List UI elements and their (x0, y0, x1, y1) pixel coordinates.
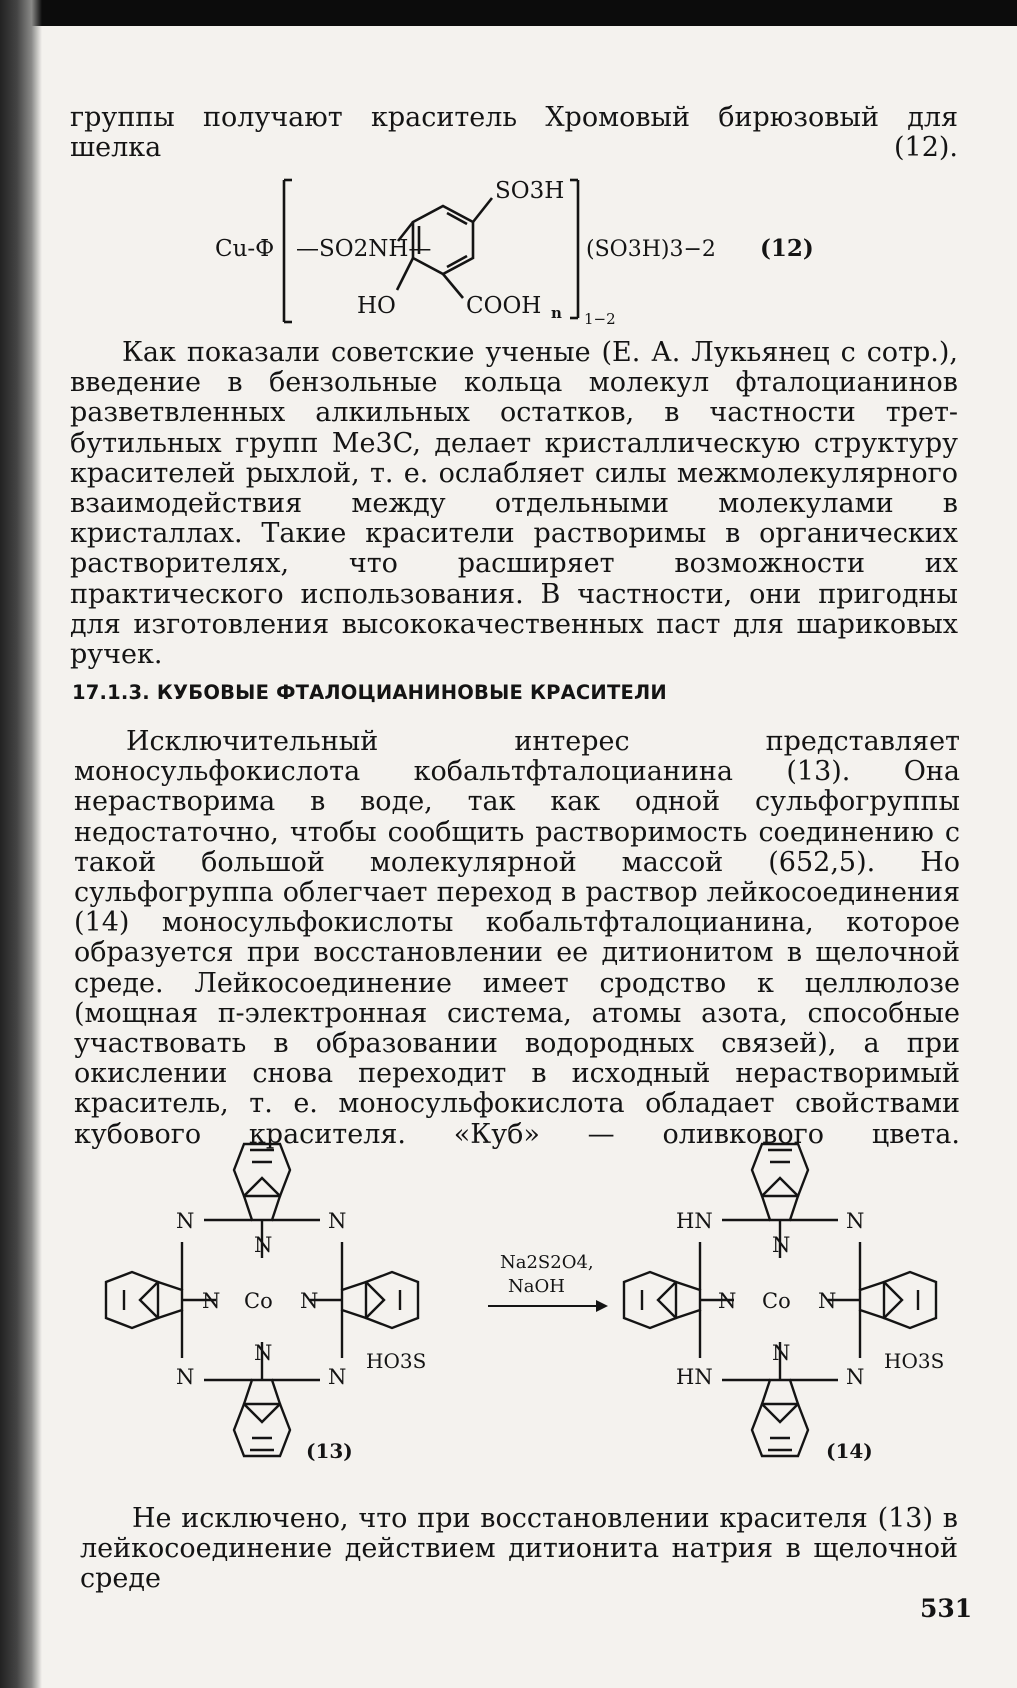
ho-label: HO (357, 293, 396, 319)
scan-top-edge (0, 0, 1017, 26)
n-atom-13-top-right: N (328, 1209, 347, 1233)
paragraph-final: Не исключено, что при восстановлении красителя (13) в лейкосоединение действием дитионита натрия в щелочной среде (80, 1503, 958, 1595)
formula-12 (0, 168, 1017, 328)
compound-label-13: (13) (306, 1439, 353, 1463)
compound-label-12: (12) (760, 235, 814, 262)
paragraph-cobalt: Исключительный интерес представляет моносульфокислота кобальтфталоцианина (13). Она нерастворима в воде, так как одной сульфогруппы недостаточно, чтобы сообщить растворимость соединению с такой большой молекулярной массой (652,5). Но сульфогруппа облегчает переход в раствор лейкосоединения (14) моносульфокислоты кобальтфталоцианина, которое образуется при восстановлении ее дитионитом в щелочной среде. Лейкосоединение имеет сродство к целлюлозе (мощная π-электронная система, атомы азота, способные участвовать в образовании водородных связей), а при окислении снова переходит в исходный нерастворимый краситель, т. е. моносульфокислота обладает свойствами кубового красителя. «Куб» — оливкового цвета. (74, 726, 960, 1150)
n-atom-13-bottom-left: N (176, 1365, 195, 1389)
co-atom-14: Co (762, 1289, 791, 1313)
reagent-naoh: NaOH (508, 1276, 565, 1297)
co-atom-13: Co (244, 1289, 273, 1313)
range-subscript: 1−2 (584, 310, 616, 328)
hso3-14: HO3S (884, 1349, 945, 1373)
reaction-scheme (0, 1128, 1017, 1488)
paragraph-lukyanets: Как показали советские ученые (Е. А. Лукьянец с сотр.), введение в бензольные кольца молекул фталоцианинов разветвленных алкильных остатков, в частности трет-бутильных групп Me3C, делает кристаллическую структуру красителей рыхлой, т. е. ослабляет силы межмолекулярного взаимодействия между отдельными молекулами в кристаллах. Такие красители растворимы в органических растворителях, что расширяет возможности их практического использования. В частности, они пригодны для изготовления высококачественных паст для шариковых ручек. (70, 337, 958, 671)
page-number: 531 (920, 1594, 973, 1623)
cu-label: Cu-Ф (215, 236, 275, 262)
hn-atom-14-bottom: HN (676, 1365, 713, 1389)
n-atom-13-center-top: N (254, 1233, 273, 1257)
n-atom-13-right: N (300, 1289, 319, 1313)
n-atom-14-left: N (718, 1289, 737, 1313)
so2nh-label: —SO2NH— (296, 236, 432, 262)
paragraph-intro: группы получают краситель Хромовый бирюзовый для шелка (12). (70, 102, 958, 164)
n-atom-14-top-right: N (846, 1209, 865, 1233)
hso3-13: HO3S (366, 1349, 427, 1373)
hn-atom-14-top: HN (676, 1209, 713, 1233)
so3h-outer-label: (SO3H)3−2 (586, 237, 716, 262)
n-atom-13-top-left: N (176, 1209, 195, 1233)
n-atom-14-center-bottom: N (772, 1341, 791, 1365)
n-atom-13-bottom-right: N (328, 1365, 347, 1389)
so3h-top-label: SO3H (495, 178, 565, 204)
section-heading: 17.1.3. КУБОВЫЕ ФТАЛОЦИАНИНОВЫЕ КРАСИТЕЛИ (72, 681, 667, 704)
cooh-label: COOH (466, 293, 542, 319)
n-atom-14-right: N (818, 1289, 837, 1313)
reagent-dithionite: Na2S2O4, (500, 1252, 594, 1273)
n-atom-13-center-bottom: N (254, 1341, 273, 1365)
compound-label-14: (14) (826, 1439, 873, 1463)
n-atom-14-center-top: N (772, 1233, 791, 1257)
n-atom-13-left: N (202, 1289, 221, 1313)
n-atom-14-bottom-right: N (846, 1365, 865, 1389)
n-subscript: n (551, 304, 562, 322)
